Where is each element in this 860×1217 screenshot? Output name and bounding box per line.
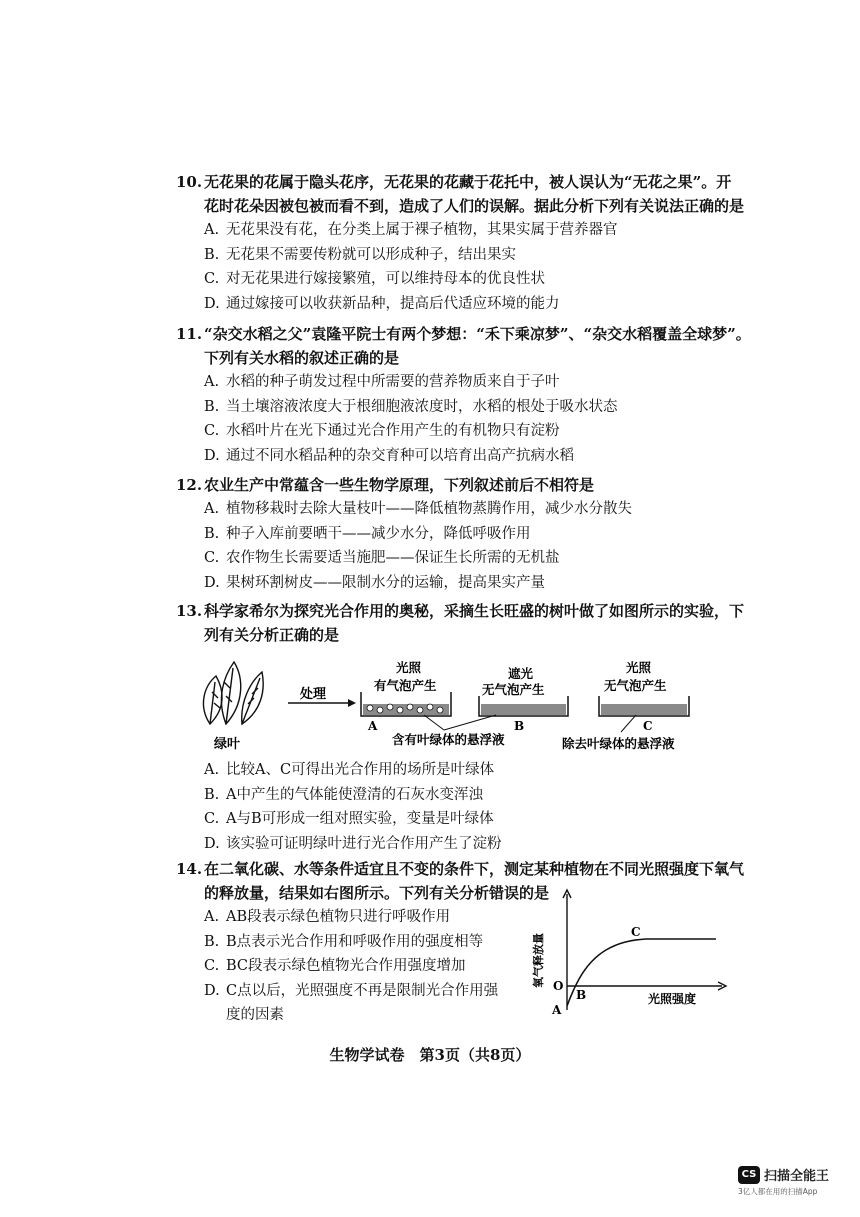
option-c: C. A与B可形成一组对照实验，变量是叶绿体 [204,811,494,827]
question-number: 12. [176,476,203,494]
scanner-watermark [738,1165,848,1197]
question-number: 13. [176,602,203,620]
pointer-line-b [444,715,496,730]
option-c: C. 水稻叶片在光下通过光合作用产生的有机物只有淀粉 [204,423,560,439]
leaf-label: 绿叶 [214,737,241,752]
dish-b-liquid [481,704,566,715]
option-c: C. BC段表示绿色植物光合作用强度增加 [204,958,466,974]
option-d: D. 通过嫁接可以收获新品种，提高后代适应环境的能力 [204,295,560,312]
point-c-label: C [631,925,641,939]
question-stem: 科学家希尔为探究光合作用的奥秘，采摘生长旺盛的树叶做了如图所示的实验，下 [204,602,745,620]
without-chloroplast-label: 除去叶绿体的悬浮液 [562,736,675,751]
question-12 [176,473,736,595]
dish-c-condition: 光照 [626,660,652,675]
option-d: D. C点以后，光照强度不再是限制光合作用强 [204,982,499,999]
leaf-illustration [203,662,263,724]
page-footer: 生物学试卷 第3页（共8页） [329,1046,531,1064]
option-b: B. 当土壤溶液浓度大于根细胞液浓度时，水稻的根处于吸水状态 [204,398,618,415]
dish-c-result: 无气泡产生 [604,678,667,693]
oxygen-release-graph [526,888,732,1018]
option-a: A. 植物移栽时去除大量枝叶——降低植物蒸腾作用，减少水分散失 [204,501,632,517]
point-a-label: A [552,1003,562,1017]
hill-experiment-figure [196,658,696,753]
question-stem-cont: 花时花朵因被包被而看不到，造成了人们的误解。据此分析下列有关说法正确的是 [204,197,745,215]
y-axis-label: 氧气释放量 [532,933,545,988]
question-stem: 无花果的花属于隐头花序，无花果的花藏于花托中，被人误认为“无花之果”。开 [204,173,732,191]
option-b: B. A中产生的气体能使澄清的石灰水变浑浊 [204,786,483,803]
option-a: A. 比较A、C可得出光合作用的场所是叶绿体 [204,762,495,778]
option-d-cont: 度的因素 [226,1007,284,1023]
option-a: A. AB段表示绿色植物只进行呼吸作用 [204,909,451,925]
process-label: 处理 [300,687,327,702]
question-stem: 在二氧化碳、水等条件适宜且不变的条件下，测定某种植物在不同光照强度下氧气 [204,860,745,878]
camscanner-logo-icon: CS [738,1166,760,1184]
question-number: 11. [176,325,203,343]
question-number: 10. [176,173,203,191]
pointer-line-a [424,715,444,730]
x-axis-label: 光照强度 [648,992,697,1006]
option-c: C. 对无花果进行嫁接繁殖，可以维持母本的优良性状 [204,271,545,287]
option-b: B. B点表示光合作用和呼吸作用的强度相等 [204,933,484,950]
option-b: B. 无花果不需要传粉就可以形成种子，结出果实 [204,246,516,263]
option-b: B. 种子入库前要晒干——减少水分，降低呼吸作用 [204,525,531,542]
option-a: A. 无花果没有花，在分类上属于裸子植物，其果实属于营养器官 [204,222,618,238]
question-11 [176,322,751,468]
dish-a-liquid [363,704,449,715]
question-stem-cont: 列有关分析正确的是 [204,626,340,644]
brand-tagline: 3亿人都在用的扫描App [738,1187,818,1196]
question-10 [176,170,745,316]
question-stem-cont: 下列有关水稻的叙述正确的是 [204,349,400,367]
question-stem-cont: 的释放量，结果如右图所示。下列有关分析错误的是 [204,884,550,902]
question-stem: “杂交水稻之父”袁隆平院士有两个梦想：“禾下乘凉梦”、“杂交水稻覆盖全球梦”。 [204,325,751,343]
dish-a-letter: A [368,719,378,733]
dish-c-letter: C [643,719,653,733]
question-13-options [176,758,736,856]
dish-b-letter: B [514,719,525,733]
option-c: C. 农作物生长需要适当施肥——保证生长所需的无机盐 [204,550,560,566]
question-13 [176,599,745,647]
dish-a-result: 有气泡产生 [374,678,437,693]
origin-label: O [553,979,564,993]
question-number: 14. [176,860,203,878]
point-b-label: B [576,988,587,1002]
question-stem: 农业生产中常蕴含一些生物学原理，下列叙述前后不相符是 [204,476,595,494]
option-d: D. 果树环割树皮——限制水分的运输，提高果实产量 [204,574,545,591]
option-a: A. 水稻的种子萌发过程中所需要的营养物质来自于子叶 [204,374,560,390]
dish-c-liquid [601,704,687,715]
option-d: D. 通过不同水稻品种的杂交育种可以培育出高产抗病水稻 [204,447,574,464]
with-chloroplast-label: 含有叶绿体的悬浮液 [392,732,505,747]
dish-b-result: 无气泡产生 [482,682,545,697]
arrow-head-icon [348,699,356,707]
dish-b-condition: 遮光 [508,666,534,681]
option-d: D. 该实验可证明绿叶进行光合作用产生了淀粉 [204,835,502,852]
pointer-line-c [621,715,636,732]
dish-a-condition: 光照 [396,660,422,675]
brand-name: 扫描全能王 [764,1169,830,1184]
